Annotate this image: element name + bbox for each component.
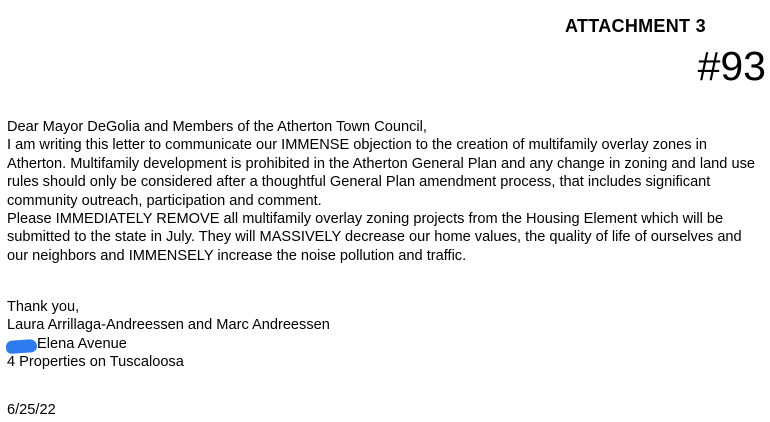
- signatory-names: Laura Arrillaga-Andreessen and Marc Andreessen: [7, 317, 330, 334]
- paragraph-request: Please IMMEDIATELY REMOVE all multifamily overlay zoning projects from the Housing Element which will be submitted to the state in July. They will MASSIVELY decrease our home values, the quality of life of ourselves and our neighbors and IMMENSELY increase the noise pollution and traffic.: [7, 211, 742, 264]
- sign-off: Thank you,: [7, 299, 80, 315]
- letter-date: 6/25/22: [7, 402, 56, 418]
- redaction-mark: [6, 339, 38, 354]
- properties-note: 4 Properties on Tuscaloosa: [7, 354, 184, 371]
- salutation: Dear Mayor DeGolia and Members of the Atherton Town Council,: [7, 119, 427, 135]
- paragraph-objection: I am writing this letter to communicate our IMMENSE objection to the creation of multifamily overlay zones in Atherton. Multifamily development is prohibited in the Atherton General Plan and any change in zoning and land use rules should only be considered after a thoughtful General Plan amendment process, that includes significant community outreach, participation and comment.: [7, 137, 756, 209]
- address-line: [7, 335, 330, 353]
- letter-body: [7, 118, 765, 265]
- street-name: Elena Avenue: [37, 335, 127, 352]
- attachment-label: ATTACHMENT 3: [565, 16, 706, 36]
- document-number: #93: [697, 43, 766, 89]
- letter-closing: [7, 298, 330, 372]
